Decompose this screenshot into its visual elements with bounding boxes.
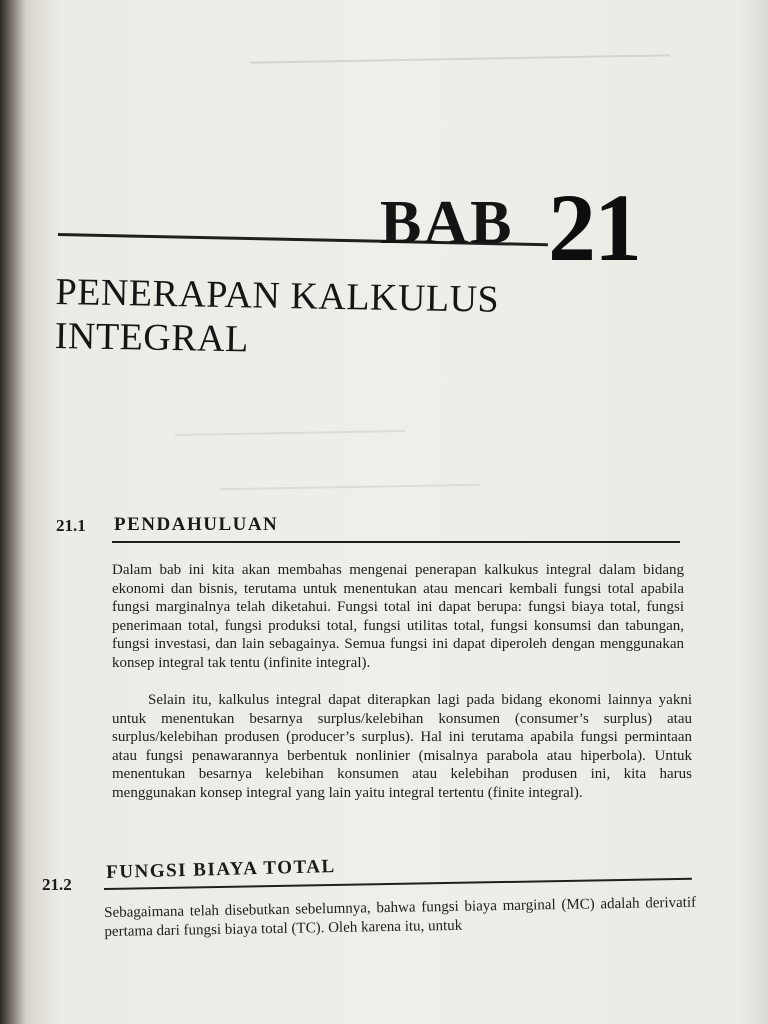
paragraph: Selain itu, kalkulus integral dapat diterapkan lagi pada bidang ekonomi lainnya yakni untuk menentukan besarnya surplus/kelebihan konsumen (consumer’s surplus) atau surplus/kelebihan produsen (producer’s surplus). Hal ini terutama apabila fungsi permintaan atau fungsi penawarannya berbentuk nonlinier (misalnya parabola atau hiperbola). Untuk menentukan besarnya kelebihan konsumen atau kelebihan produsen ini, kita harus menggunakan konsep integral yang lain yaitu integral tertentu (finite integral). <box>112 692 692 801</box>
section-title: PENDAHULUAN <box>114 514 279 535</box>
section-number: 21.1 <box>56 516 86 535</box>
section-title: FUNGSI BIAYA TOTAL <box>106 855 336 883</box>
section-rule <box>112 541 680 543</box>
show-through-mark <box>175 430 405 436</box>
chapter-title-line2: INTEGRAL <box>54 314 250 361</box>
paragraph: Dalam bab ini kita akan membahas mengenai penerapan kalkukus integral dalam bidang ekonomi dan bisnis, terutama untuk menentukan atau mencari kembali fungsi total apabila fungsi marginalnya telah diketahui. Fungsi total ini dapat berupa: fungsi biaya total, fungsi penerimaan total, fungsi produksi total, fungsi utilitas total, fungsi konsumsi dan tabungan, fungsi investasi, dan lain sebagainya. Semua fungsi ini dapat diperoleh dengan menggunakan konsep integral tak tentu (infinite integral). <box>112 562 684 671</box>
show-through-mark <box>250 54 670 63</box>
paragraph: Sebagaimana telah disebutkan sebelumnya, bahwa fungsi biaya marginal (MC) adalah derivatif pertama dari fungsi biaya total (TC). Oleh karena itu, untuk <box>104 894 697 940</box>
chapter-title-line1: PENERAPAN KALKULUS <box>55 270 500 321</box>
chapter-number: 21 <box>548 174 640 281</box>
section-number: 21.2 <box>42 875 72 894</box>
chapter-label: BAB <box>380 189 514 257</box>
chapter-title <box>54 270 655 368</box>
show-through-mark <box>220 484 480 491</box>
